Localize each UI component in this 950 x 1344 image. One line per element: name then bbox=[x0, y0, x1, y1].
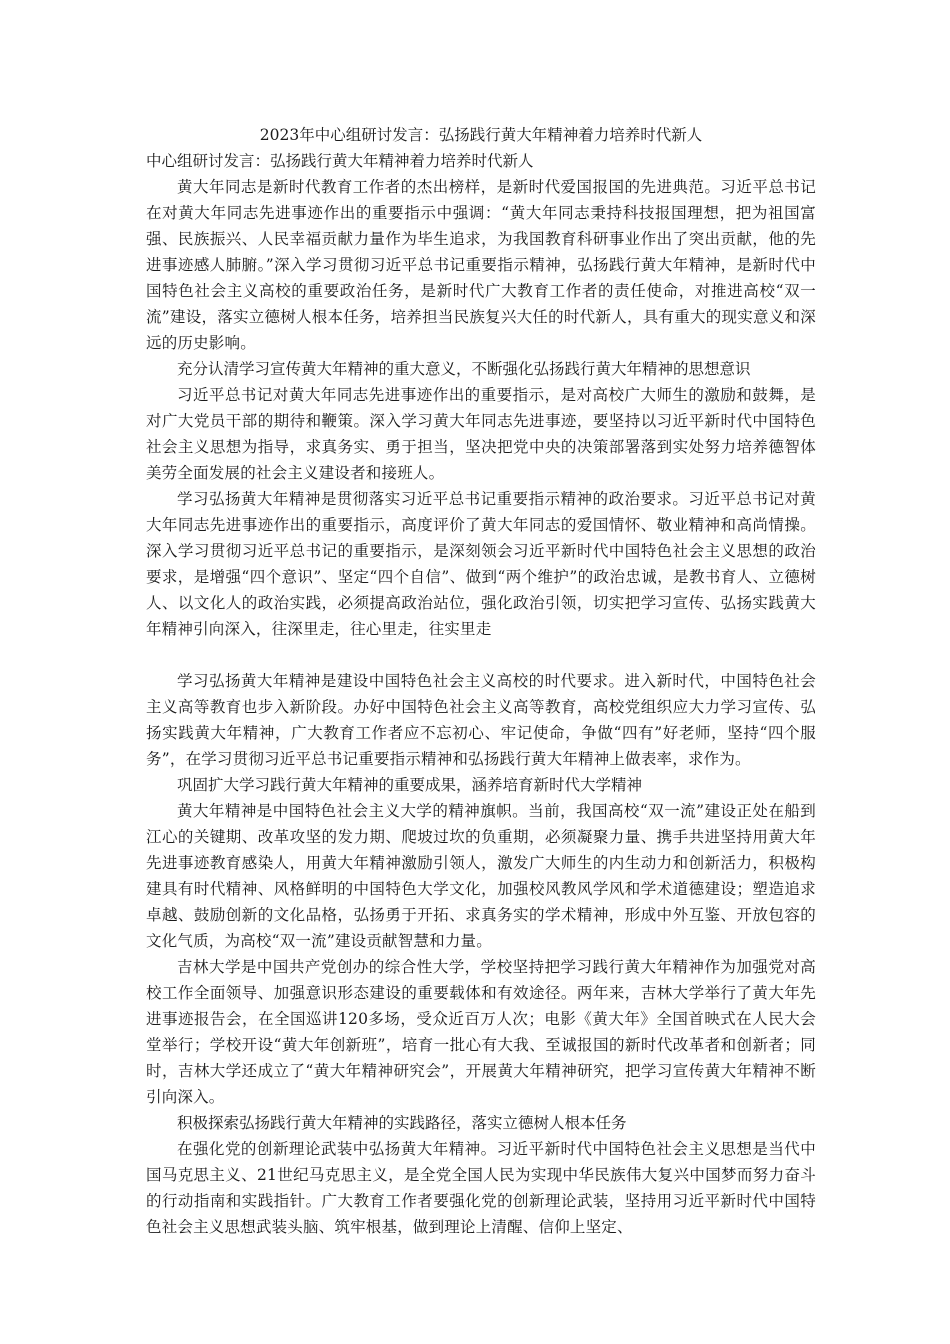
section-heading-3: 积极探索弘扬践行黄大年精神的实践路径，落实立德树人根本任务 bbox=[177, 1114, 627, 1132]
paragraph-7: 在强化党的创新理论武装中弘扬黄大年精神。习近平新时代中国特色社会主义思想是当代中国马克思主义、21世纪马克思主义，是全党全国人民为实现中华民族伟大复兴中国梦而努力奋斗的行动指南和实践指针。广大教育工作者要强化党的创新理论武装，坚持用习近平新时代中国特色社会主义思想武装头脑、筑牢根基，做到理论上清醒、信仰上坚定、 bbox=[146, 1140, 816, 1236]
paragraph-3: 学习弘扬黄大年精神是贯彻落实习近平总书记重要指示精神的政治要求。习近平总书记对黄大年同志先进事迹作出的重要指示，高度评价了黄大年同志的爱国情怀、敬业精神和高尚情操。深入学习贯彻习近平总书记的重要指示，是深刻领会习近平新时代中国特色社会主义思想的政治要求，是增强“四个意识”、坚定“四个自信”、做到“两个维护”的政治忠诚，是教书育人、立德树人、以文化人的政治实践，必须提高政治站位，强化政治引领，切实把学习宣传、弘扬实践黄大年精神引向深入，往深里走，往心里走，往实里走 bbox=[146, 490, 816, 638]
paragraph-6: 吉林大学是中国共产党创办的综合性大学，学校坚持把学习践行黄大年精神作为加强党对高校工作全面领导、加强意识形态建设的重要载体和有效途径。两年来，吉林大学举行了黄大年先进事迹报告会，在全国巡讲120多场，受众近百万人次；电影《黄大年》全国首映式在人民大会堂举行；学校开设“黄大年创新班”，培育一批心有大我、至诚报国的新时代改革者和创新者；同时，吉林大学还成立了“黄大年精神研究会”，开展黄大年精神研究，把学习宣传黄大年精神不断引向深入。 bbox=[146, 958, 816, 1106]
paragraph-2: 习近平总书记对黄大年同志先进事迹作出的重要指示，是对高校广大师生的激励和鼓舞，是对广大党员干部的期待和鞭策。深入学习黄大年同志先进事迹，要坚持以习近平新时代中国特色社会主义思想为指导，求真务实、勇于担当，坚决把党中央的决策部署落到实处努力培养德智体美劳全面发展的社会主义建设者和接班人。 bbox=[146, 386, 816, 482]
paragraph-intro: 黄大年同志是新时代教育工作者的杰出榜样，是新时代爱国报国的先进典范。习近平总书记在对黄大年同志先进事迹作出的重要指示中强调：“黄大年同志秉持科技报国理想，把为祖国富强、民族振兴、人民幸福贡献力量作为毕生追求，为我国教育科研事业作出了突出贡献，他的先进事迹感人肺腑。”深入学习贯彻习近平总书记重要指示精神，弘扬践行黄大年精神，是新时代中国特色社会主义高校的重要政治任务，是新时代广大教育工作者的责任使命，对推进高校“双一流”建设，落实立德树人根本任务，培养担当民族复兴大任的时代新人，具有重大的现实意义和深远的历史影响。 bbox=[146, 178, 816, 352]
document-page bbox=[146, 122, 816, 1240]
paragraph-4: 学习弘扬黄大年精神是建设中国特色社会主义高校的时代要求。进入新时代，中国特色社会主义高等教育也步入新阶段。办好中国特色社会主义高等教育，高校党组织应大力学习宣传、弘扬实践黄大年精神，广大教育工作者应不忘初心、牢记使命，争做“四有”好老师，坚持“四个服务”，在学习贯彻习近平总书记重要指示精神和弘扬践行黄大年精神上做表率，求作为。 bbox=[146, 672, 816, 768]
document-title: 2023年中心组研讨发言：弘扬践行黄大年精神着力培养时代新人 bbox=[259, 126, 703, 144]
paragraph-5: 黄大年精神是中国特色社会主义大学的精神旗帜。当前，我国高校“双一流”建设正处在船到江心的关键期、改革攻坚的发力期、爬坡过坎的负重期，必须凝聚力量、携手共进坚持用黄大年先进事迹教育感染人，用黄大年精神激励引领人，激发广大师生的内生动力和创新活力，积极构建具有时代精神、风格鲜明的中国特色大学文化，加强校风教风学风和学术道德建设；塑造追求卓越、鼓励创新的文化品格，弘扬勇于开拓、求真务实的学术精神，形成中外互鉴、开放包容的文化气质，为高校“双一流”建设贡献智慧和力量。 bbox=[146, 802, 816, 950]
section-heading-2: 巩固扩大学习践行黄大年精神的重要成果，涵养培育新时代大学精神 bbox=[177, 776, 643, 794]
document-subtitle: 中心组研讨发言：弘扬践行黄大年精神着力培养时代新人 bbox=[146, 152, 534, 170]
section-heading-1: 充分认清学习宣传黄大年精神的重大意义，不断强化弘扬践行黄大年精神的思想意识 bbox=[177, 360, 751, 378]
blank-line bbox=[146, 642, 816, 668]
